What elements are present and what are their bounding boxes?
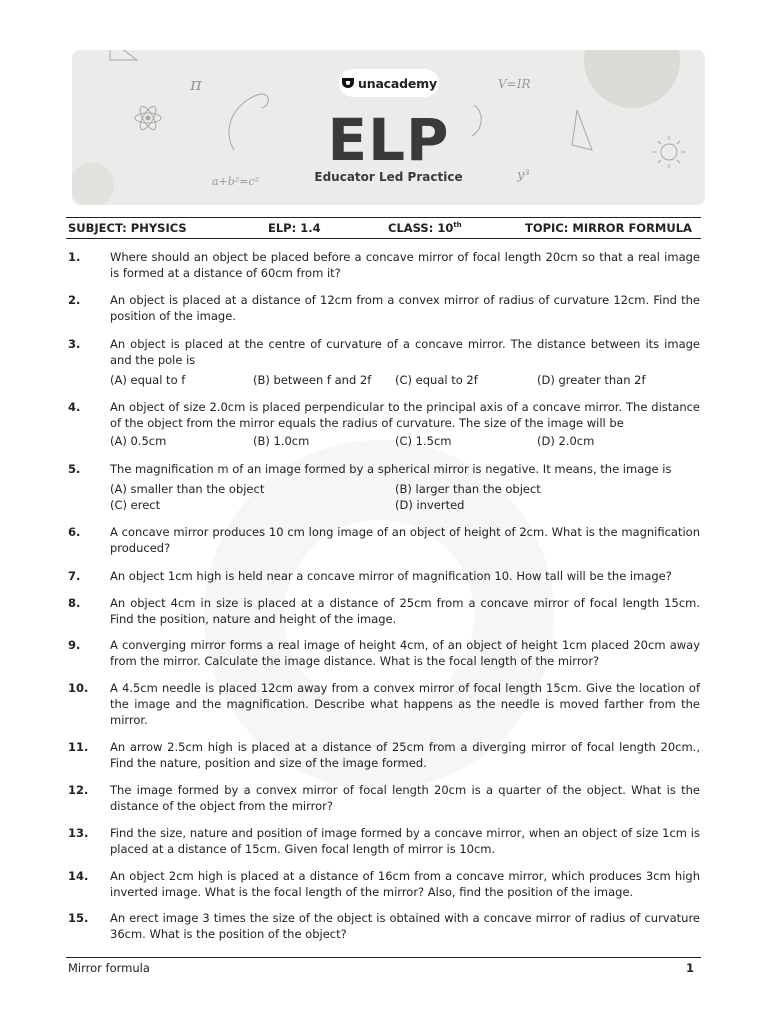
question-text: An object of size 2.0cm is placed perpendicular to the principal axis of a concave mirror. The distance of the object from the mirror equals the radius of curvature. The size of the image will be [110,400,700,430]
question-4 [68,399,700,449]
question-5 [68,461,700,513]
option-c: (C) equal to 2f [395,373,478,387]
option-d: (D) inverted [395,498,465,512]
ohm-formula: V=IR [498,77,531,91]
question-text: An object is placed at a distance of 12cm from a convex mirror of radius of curvature 12cm. Find the position of the image. [110,293,700,323]
options-row [110,497,700,513]
question-number: 1. [68,250,81,264]
class-label [388,221,462,235]
question-text: A concave mirror produces 10 cm long image of an object of height of 2cm. What is the magnification produced? [110,525,700,555]
header-banner [72,50,705,205]
info-row [68,221,700,235]
subject-label: SUBJECT: PHYSICS [68,221,187,235]
unacademy-logo [339,69,439,97]
option-b: (B) 1.0cm [253,434,310,448]
question-number: 7. [68,569,81,583]
options-row [110,481,700,497]
question-11 [68,739,700,771]
question-text: An erect image 3 times the size of the object is obtained with a concave mirror of radius of curvature 36cm. What is the position of the object? [110,911,700,941]
question-8 [68,595,700,627]
option-b: (B) larger than the object [395,482,541,496]
question-text: An object 4cm in size is placed at a distance of 25cm from a concave mirror of focal length 15cm. Find the position, nature and height of the image. [110,596,700,626]
question-14 [68,868,700,900]
question-number: 8. [68,596,81,610]
question-number: 9. [68,638,81,652]
option-b: (B) between f and 2f [253,373,372,387]
question-text: A 4.5cm needle is placed 12cm away from a convex mirror of focal length 15cm. Give the location of the image and the magnification. Describe what happens as the needle is moved farther from the mirror. [110,681,700,727]
question-text: Find the size, nature and position of image formed by a concave mirror, when an object of size 1cm is placed at a distance of 15cm. Given focal length of mirror is 10cm. [110,826,700,856]
question-text: An object 1cm high is held near a concave mirror of magnification 10. How tall will be the image? [110,569,672,583]
elp-label: ELP: 1.4 [268,221,321,235]
option-a: (A) 0.5cm [110,434,167,448]
class-sup: th [453,221,462,230]
options-row [110,433,700,449]
banner-title: ELP [327,106,450,174]
question-number: 5. [68,462,81,476]
question-text: An object is placed at the centre of curvature of a concave mirror. The distance between its image and the pole is [110,337,700,367]
unacademy-icon [341,77,355,89]
question-number: 12. [68,783,89,797]
option-c: (C) erect [110,498,161,512]
question-text: An object 2cm high is placed at a distance of 16cm from a concave mirror, which produces 3cm high inverted image. What is the focal length of the mirror? Also, find the position of the image. [110,869,700,899]
brand-name: unacademy [358,75,437,91]
question-number: 3. [68,337,81,351]
option-d: (D) 2.0cm [537,434,595,448]
question-number: 4. [68,400,81,414]
y-symbol: y³ [517,168,530,183]
option-c: (C) 1.5cm [395,434,452,448]
pi-symbol: π [190,74,202,95]
question-9 [68,637,700,669]
question-text: The magnification m of an image formed by a spherical mirror is negative. It means, the image is [110,462,672,476]
options-row [110,372,700,388]
info-bottom-rule [66,238,701,239]
question-number: 11. [68,740,89,754]
question-number: 6. [68,525,81,539]
info-top-rule [66,217,701,218]
option-a: (A) smaller than the object [110,482,265,496]
question-13 [68,825,700,857]
question-number: 13. [68,826,89,840]
question-10 [68,680,700,728]
pythagoras-formula: a+b²=c² [212,175,260,188]
question-number: 15. [68,911,89,925]
topic-label: TOPIC: MIRROR FORMULA [525,221,692,235]
question-number: 14. [68,869,89,883]
question-7 [68,568,700,584]
question-6 [68,524,700,556]
banner-subtitle: Educator Led Practice [314,170,463,184]
question-text: Where should an object be placed before a concave mirror of focal length 20cm so that a real image is formed at a distance of 60cm from it? [110,250,700,280]
question-number: 10. [68,681,89,695]
question-text: An arrow 2.5cm high is placed at a distance of 25cm from a diverging mirror of focal length 20cm., Find the nature, position and size of the image formed. [110,740,700,770]
option-d: (D) greater than 2f [537,373,646,387]
question-15 [68,910,700,942]
footer-title: Mirror formula [68,961,150,975]
question-3 [68,336,700,388]
question-text: The image formed by a convex mirror of focal length 20cm is a quarter of the object. What is the distance of the object from the mirror? [110,783,700,813]
option-a: (A) equal to f [110,373,186,387]
footer-rule [66,957,701,958]
question-1 [68,249,700,281]
page-number: 1 [686,961,695,975]
question-number: 2. [68,293,81,307]
class-text: CLASS: 10 [388,221,454,235]
question-2 [68,292,700,324]
question-text: A converging mirror forms a real image of height 4cm, of an object of height 1cm placed 20cm away from the mirror. Calculate the image distance. What is the focal length of the mirror? [110,638,700,668]
question-12 [68,782,700,814]
